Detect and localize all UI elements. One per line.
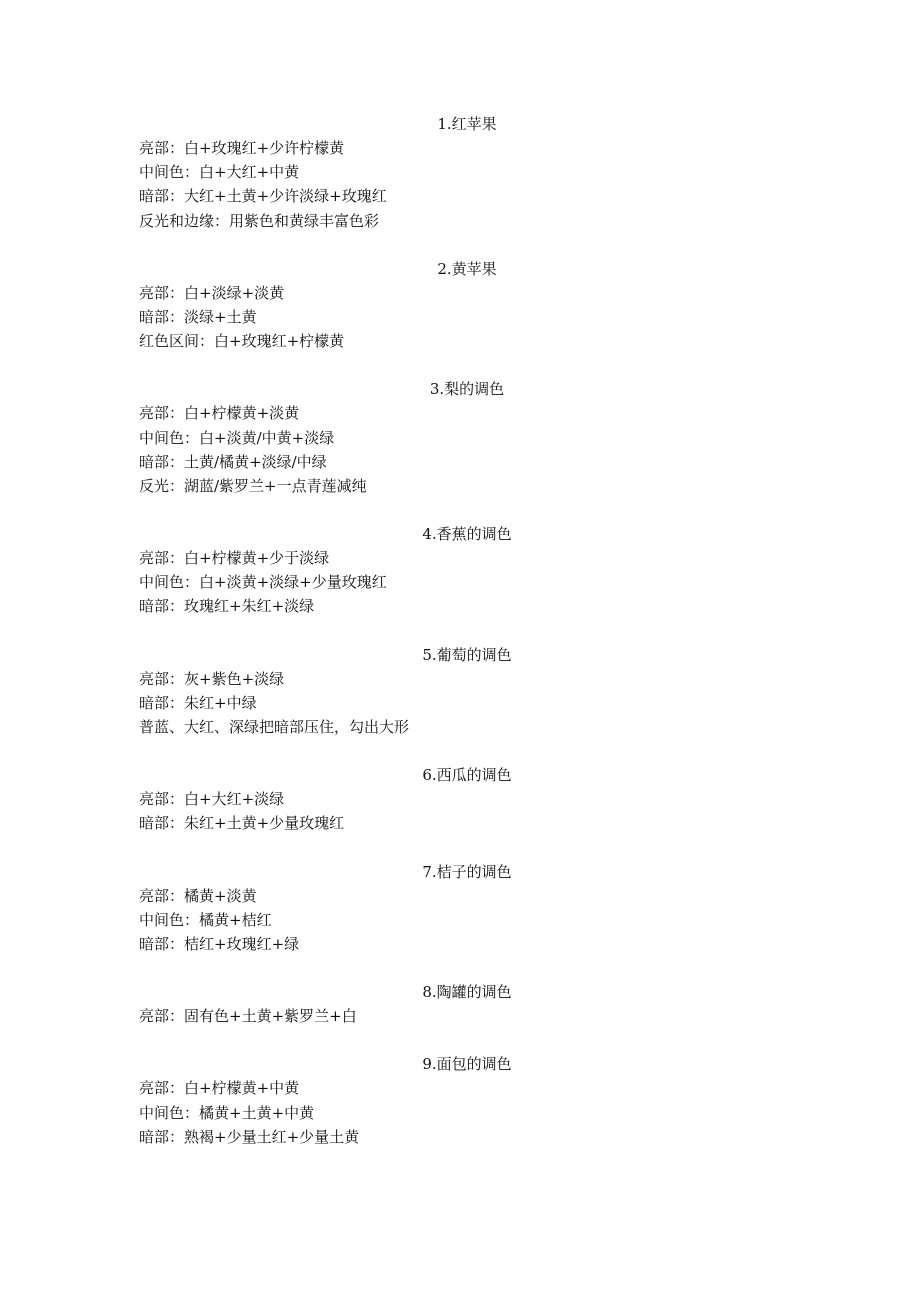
recipe-line: 亮部：灰+紫色+淡绿 bbox=[139, 669, 285, 688]
recipe-line: 普蓝、大红、深绿把暗部压住，勾出大形 bbox=[139, 718, 410, 736]
recipe-line: 反光和边缘：用紫色和黄绿丰富色彩 bbox=[139, 211, 380, 230]
section-title: 4.香蕉的调色 bbox=[422, 525, 512, 544]
section-pear bbox=[139, 377, 839, 498]
section-title: 8.陶罐的调色 bbox=[422, 983, 512, 1002]
recipe-line: 暗部：玫瑰红+朱红+淡绿 bbox=[139, 597, 315, 616]
recipe-line: 反光：湖蓝/紫罗兰+一点青莲减纯 bbox=[139, 476, 367, 495]
section-title: 3.梨的调色 bbox=[429, 380, 505, 399]
recipe-line: 红色区间：白+玫瑰红+柠檬黄 bbox=[139, 332, 345, 351]
recipe-line: 暗部：朱红+土黄+少量玫瑰红 bbox=[139, 814, 345, 833]
section-orange bbox=[139, 860, 839, 957]
section-pottery-jar bbox=[139, 980, 839, 1028]
recipe-line: 暗部：朱红+中绿 bbox=[139, 693, 257, 712]
section-spacer bbox=[139, 233, 839, 257]
recipe-line: 中间色：白+淡黄/中黄+淡绿 bbox=[139, 428, 335, 447]
recipe-line: 亮部：白+大红+淡绿 bbox=[139, 790, 285, 809]
section-watermelon bbox=[139, 763, 839, 835]
section-spacer bbox=[139, 1028, 839, 1052]
section-red-apple bbox=[139, 112, 839, 233]
section-spacer bbox=[139, 956, 839, 980]
recipe-line: 亮部：白+淡绿+淡黄 bbox=[139, 283, 285, 302]
section-yellow-apple bbox=[139, 257, 839, 354]
recipe-line: 亮部：白+柠檬黄+中黄 bbox=[139, 1079, 300, 1098]
recipe-line: 中间色：白+淡黄+淡绿+少量玫瑰红 bbox=[139, 573, 387, 592]
recipe-line: 亮部：白+玫瑰红+少许柠檬黄 bbox=[139, 139, 345, 157]
recipe-line: 亮部：白+柠檬黄+少于淡绿 bbox=[139, 549, 330, 568]
recipe-line: 亮部：白+柠檬黄+淡黄 bbox=[139, 404, 300, 423]
section-title: 7.桔子的调色 bbox=[422, 862, 512, 881]
section-spacer bbox=[139, 498, 839, 522]
section-banana bbox=[139, 522, 839, 619]
recipe-line: 中间色：白+大红+中黄 bbox=[139, 163, 300, 182]
section-spacer bbox=[139, 836, 839, 860]
recipe-line: 暗部：桔红+玫瑰红+绿 bbox=[139, 934, 300, 953]
section-spacer bbox=[139, 353, 839, 377]
section-grape bbox=[139, 643, 839, 740]
recipe-line: 暗部：淡绿+土黄 bbox=[139, 307, 257, 326]
document-content bbox=[139, 112, 839, 1149]
recipe-line: 中间色：橘黄+土黄+中黄 bbox=[139, 1103, 315, 1122]
section-title: 6.西瓜的调色 bbox=[422, 766, 512, 785]
recipe-line: 中间色：橘黄+桔红 bbox=[139, 910, 272, 929]
recipe-line: 暗部：大红+土黄+少许淡绿+玫瑰红 bbox=[139, 187, 387, 206]
recipe-line: 暗部：土黄/橘黄+淡绿/中绿 bbox=[139, 452, 327, 471]
section-title: 1.红苹果 bbox=[437, 115, 497, 133]
recipe-line: 亮部：固有色+土黄+紫罗兰+白 bbox=[139, 1007, 357, 1026]
section-title: 2.黄苹果 bbox=[437, 259, 497, 278]
section-title: 5.葡萄的调色 bbox=[422, 645, 512, 664]
section-spacer bbox=[139, 619, 839, 643]
recipe-line: 亮部：橘黄+淡黄 bbox=[139, 886, 257, 905]
section-bread bbox=[139, 1052, 839, 1149]
section-title: 9.面包的调色 bbox=[422, 1055, 512, 1074]
section-spacer bbox=[139, 739, 839, 763]
recipe-line: 暗部：熟褐+少量土红+少量土黄 bbox=[139, 1127, 360, 1146]
